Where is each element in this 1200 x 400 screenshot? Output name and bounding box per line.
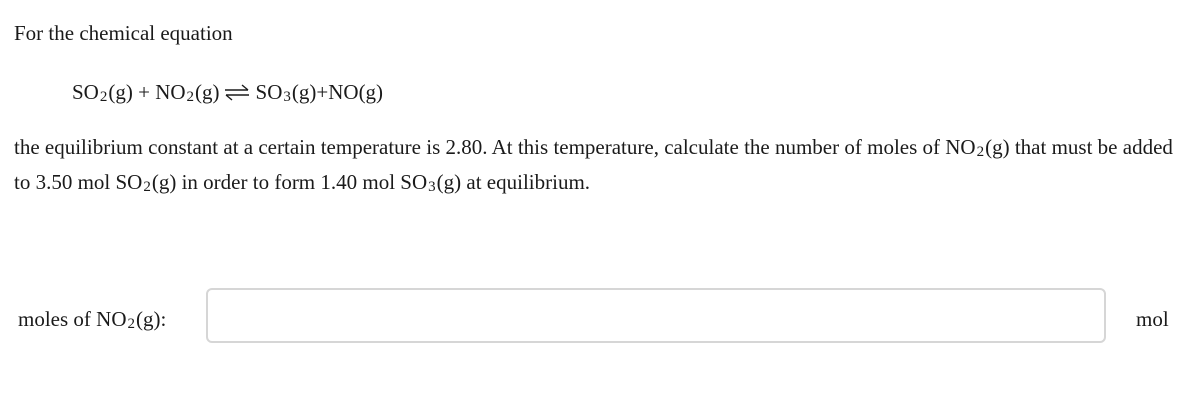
question-part: (g) that must be added to 3.50 mol SO [14,135,1173,194]
question-part: the equilibrium constant at a certain temperature is 2.80. At this temperature, calculate the number of moles of NO [14,135,976,159]
reactant-so2 [72,80,133,104]
formula-text: SO [255,80,283,104]
reactant-no2 [155,80,219,104]
subscript: 2 [127,316,135,332]
equilibrium-arrows-icon [224,81,250,101]
label-text: moles of NO [18,307,127,331]
state-text: (g) [108,80,133,104]
state-text: (g)+NO(g) [291,80,384,104]
subscript: 2 [186,89,195,105]
subscript: 2 [976,144,985,160]
state-text: (g) [195,80,220,104]
formula-text: SO [72,80,99,104]
products [256,80,384,104]
intro-text: For the chemical equation [14,21,233,45]
question-part: (g) in order to form 1.40 mol SO [151,170,428,194]
answer-row [0,288,1200,343]
answer-label [18,305,166,336]
moles-no2-input[interactable] [206,288,1106,343]
label-text: (g): [136,307,167,331]
subscript: 2 [99,89,108,105]
chemical-equation [72,78,383,109]
subscript: 2 [143,179,151,195]
unit-label: mol [1136,307,1169,331]
subscript: 3 [283,89,291,105]
question-part: (g) at equilibrium. [436,170,591,194]
subscript: 3 [428,179,436,195]
formula-text: NO [155,80,186,104]
plus-sign: + [138,80,150,104]
question-text [14,131,1189,201]
